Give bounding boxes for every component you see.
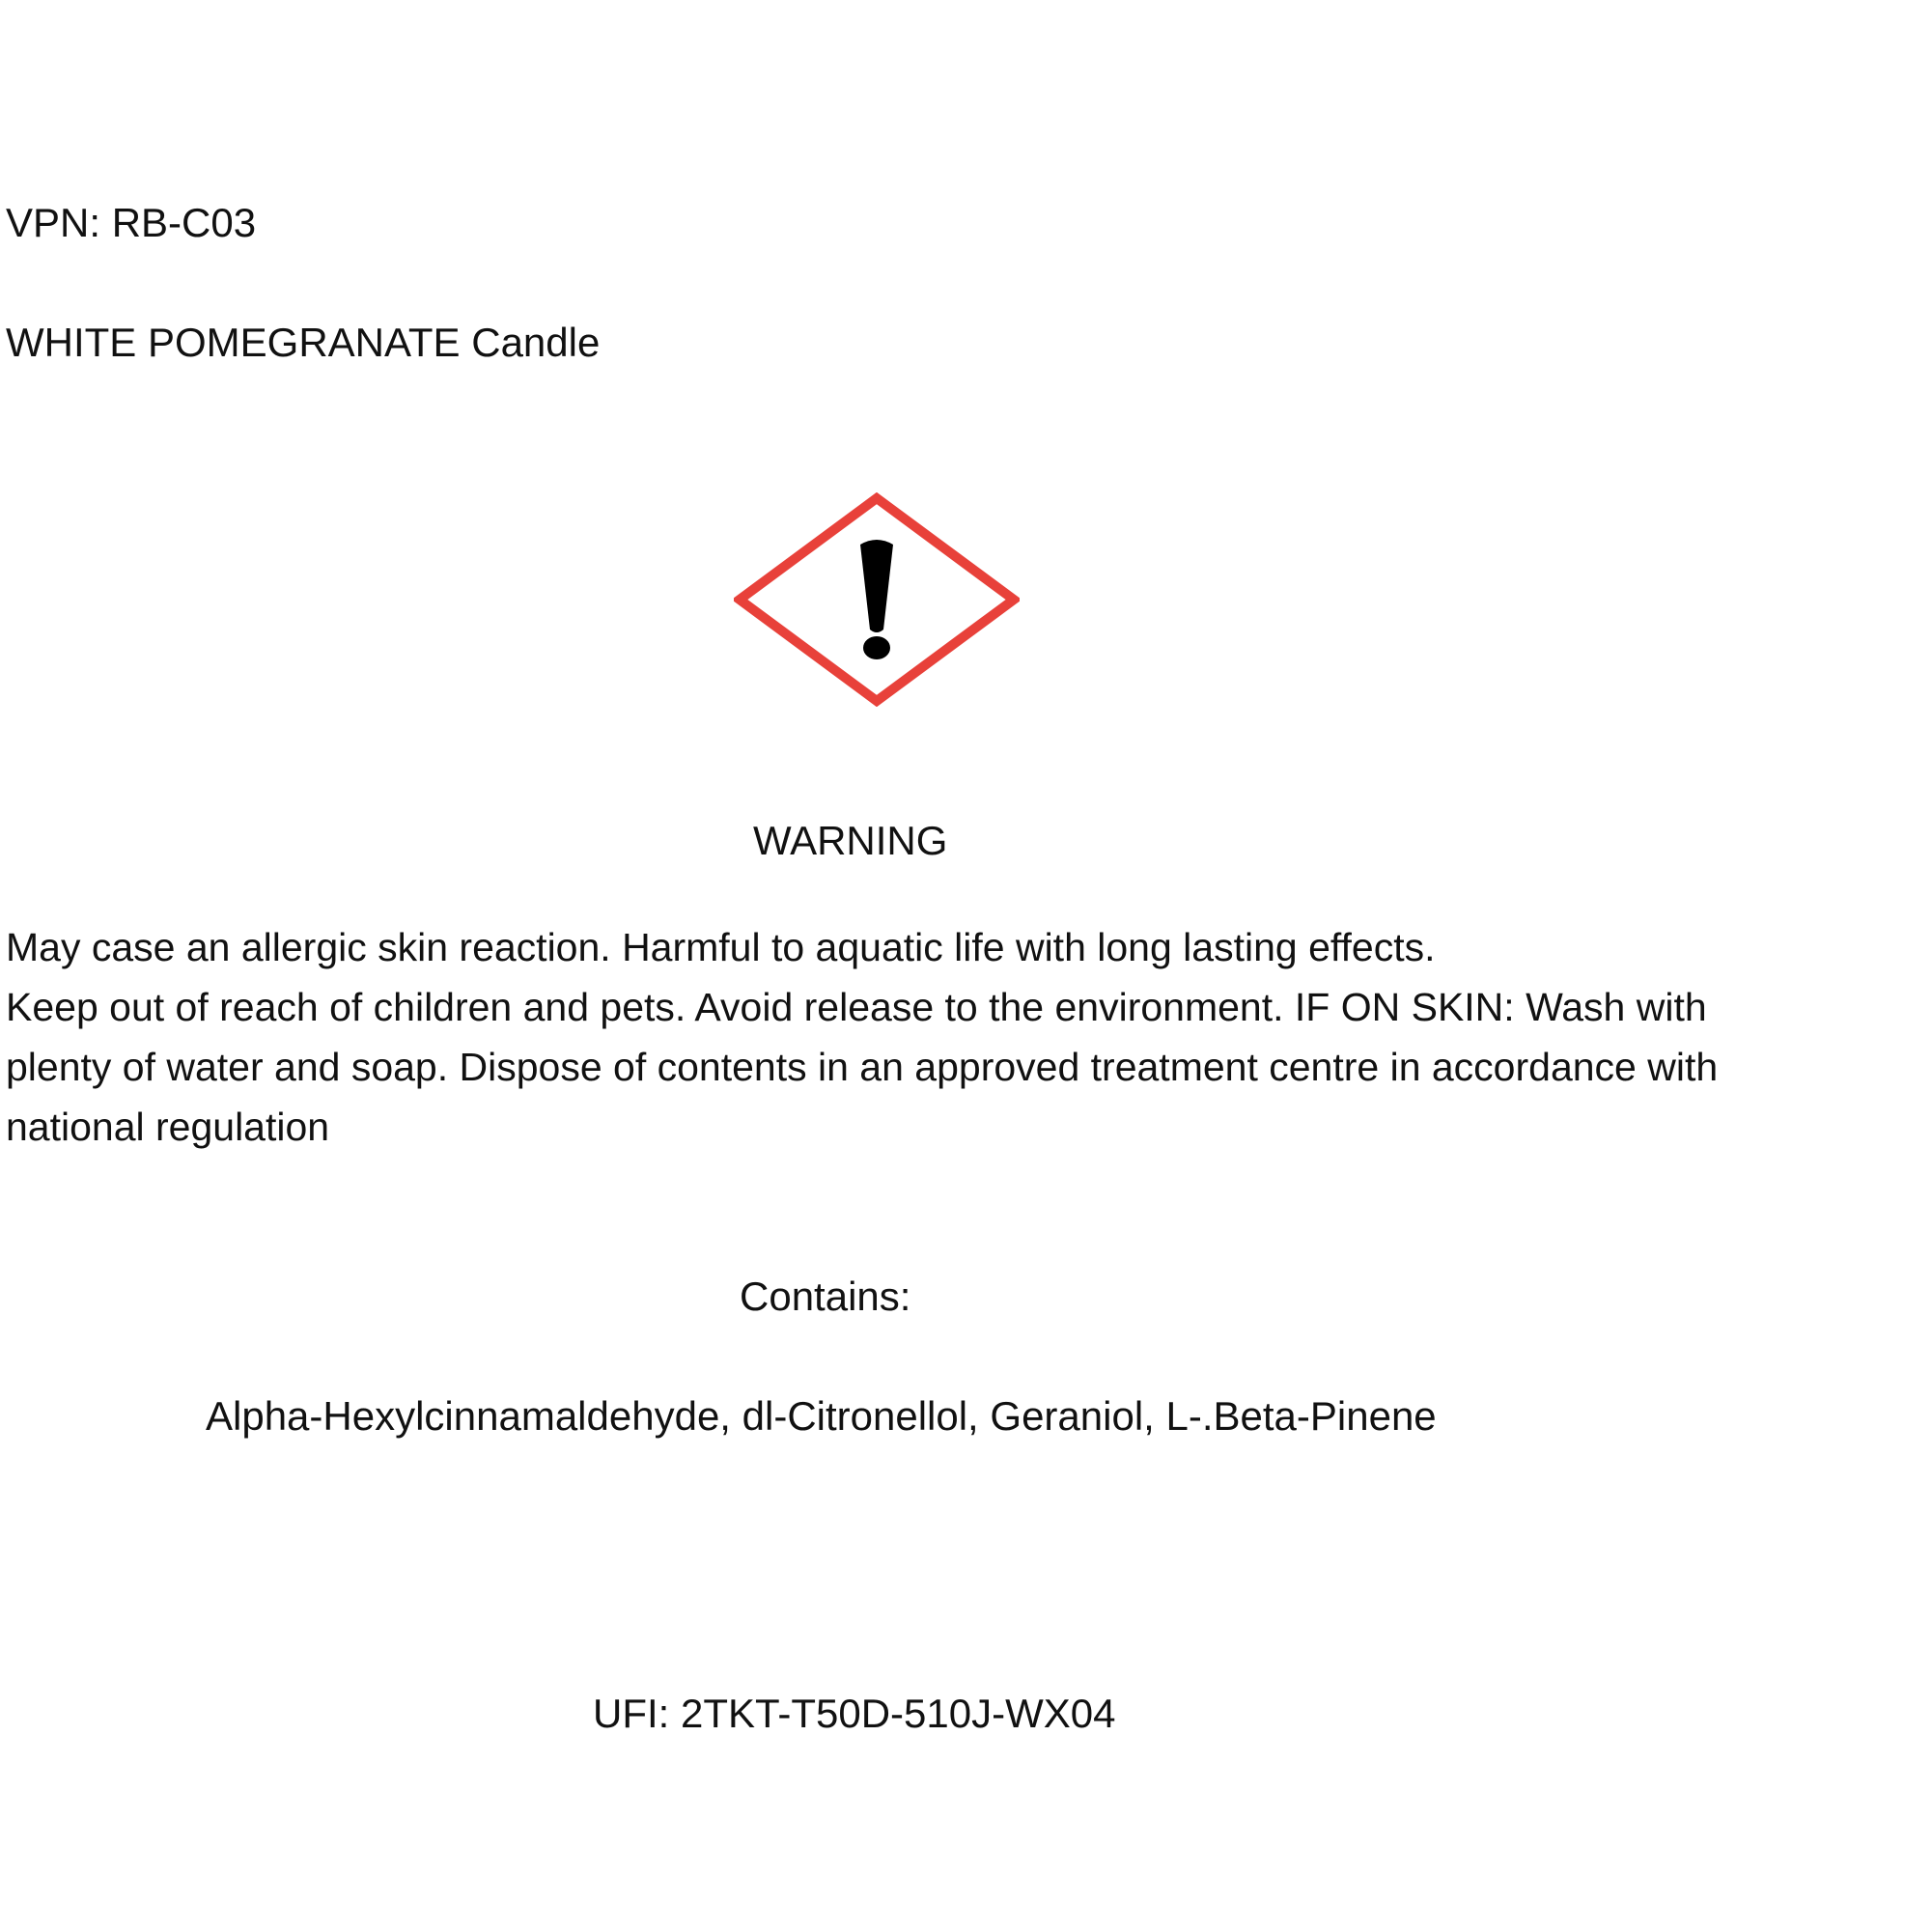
warning-text (6, 917, 1718, 1157)
warning-title: WARNING (753, 818, 948, 863)
warning-line: Keep out of reach of children and pets. Avoid release to the environment. IF ON SKIN: Wash with (6, 985, 1707, 1029)
product-name: WHITE POMEGRANATE Candle (6, 320, 601, 365)
warning-line: national regulation (6, 1105, 330, 1149)
ufi-code: UFI: 2TKT-T50D-510J-WX04 (593, 1691, 1116, 1736)
warning-line: plenty of water and soap. Dispose of contents in an approved treatment centre in accordance with (6, 1045, 1719, 1089)
vpn-code: VPN: RB-C03 (6, 200, 257, 245)
warning-line: May case an allergic skin reaction. Harmful to aquatic life with long lasting effects. (6, 925, 1436, 969)
contains-title: Contains: (740, 1274, 911, 1319)
exclamation-dot (863, 636, 890, 659)
ingredients-list: Alpha-Hexylcinnamaldehyde, dl-Citronellol, Geraniol, L-.Beta-Pinene (206, 1393, 1437, 1439)
ghs-exclamation-mark-icon (734, 492, 1020, 707)
